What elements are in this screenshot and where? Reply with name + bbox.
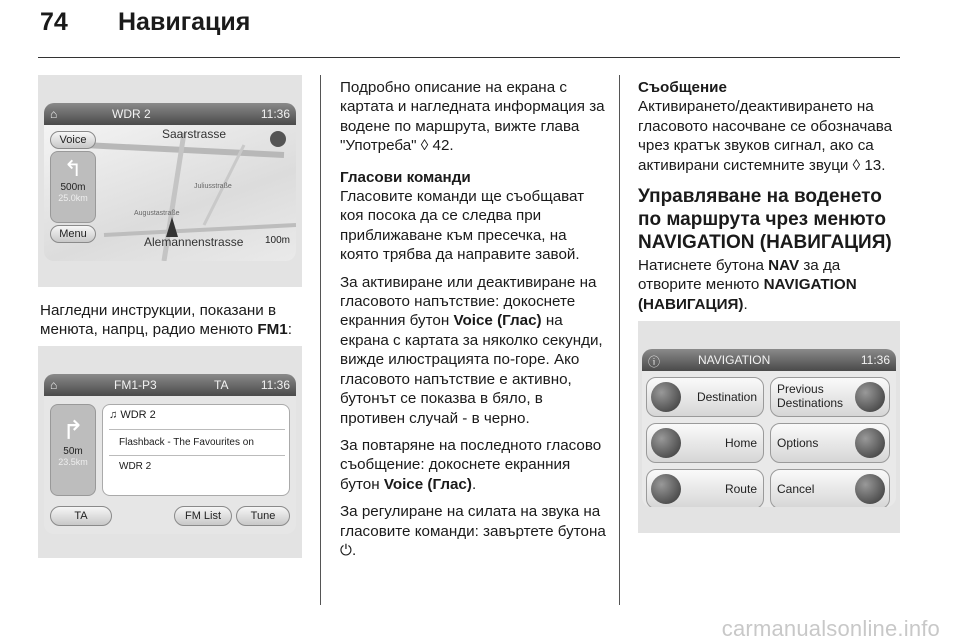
map-scale: 100m [264, 235, 290, 246]
clock: 11:36 [260, 378, 290, 392]
fm-list-button[interactable]: FM List [174, 506, 232, 526]
route-button[interactable]: Route [646, 469, 764, 507]
destination-button[interactable]: Destination [646, 377, 764, 417]
info-icon: ⓘ [648, 355, 661, 369]
home-button[interactable]: Home [646, 423, 764, 463]
cancel-button[interactable]: Cancel [770, 469, 890, 507]
paragraph-nav-button: Натиснете бутона NAV за да отворите менюто NAVIGATION (НАВИГАЦИЯ). [638, 257, 857, 313]
heading-voice-commands: Гласови команди [340, 168, 471, 186]
paragraph-voice-commands: Гласовите команди ще съобщават коя посока да се следва при приближаване към пресечка, на която трябва да направите завой. [340, 188, 585, 264]
heading-navigation-menu: Управляване на воденето по маршрута чрез менюто NAVIGATION (НАВИГАЦИЯ) [638, 186, 892, 254]
navigation-menu-illustration [638, 321, 900, 533]
caption-fm1: Нагледни инструкции, показани в менюта, напрц, радио менюто FM1: [40, 302, 292, 339]
distance-remaining: 23.5km [58, 457, 88, 467]
menu-button[interactable]: Menu [50, 225, 96, 243]
turn-indicator [50, 404, 96, 496]
turn-arrow-icon: ↱ [62, 415, 84, 445]
options-button[interactable]: Options [770, 423, 890, 463]
turn-indicator [50, 151, 96, 223]
clock: 11:36 [260, 107, 290, 121]
previous-destinations-button[interactable]: Previous Destinations [770, 377, 890, 417]
cancel-icon [855, 474, 885, 504]
right-column [638, 78, 902, 314]
street-name-bottom: Alemannenstrasse [144, 235, 244, 249]
history-icon [855, 382, 885, 412]
middle-column [340, 78, 606, 560]
paragraph-message: Активирането/деактивирането на гласовото насочване се обозначава чрез кратък звуков сигнал, ако са активирани системните звуци ◊ 13. [638, 98, 893, 174]
radio-screen-illustration [38, 346, 302, 558]
paragraph-repeat-voice: За повтаряне на последното гласово съобщение: докоснете екранния бутон Voice (Глас). [340, 436, 602, 493]
column-divider-1 [320, 75, 321, 605]
column-divider-2 [619, 75, 620, 605]
distance-to-turn: 50m [63, 446, 83, 457]
list-item[interactable]: ♫ WDR 2 [109, 409, 156, 421]
list-item[interactable]: WDR 2 [119, 461, 152, 472]
distance-remaining: 25.0km [58, 193, 88, 203]
distance-to-turn: 500m [60, 182, 86, 193]
page-number: 74 [40, 8, 68, 36]
heading-message: Съобщение [638, 79, 727, 96]
voice-button[interactable]: Voice [50, 131, 96, 149]
paragraph-map-reference: Подробно описание на екрана с картата и нагледната информация за водене по маршрута, вижте глава "Употреба" ◊ 42. [340, 79, 605, 155]
compass-icon [270, 131, 286, 147]
list-item[interactable]: Flashback - The Favourites on [119, 437, 254, 448]
gears-icon [855, 428, 885, 458]
clock: 11:36 [860, 353, 890, 367]
house-icon [651, 428, 681, 458]
music-note-icon: ♫ [109, 409, 121, 421]
route-icon [651, 474, 681, 504]
station-list [102, 404, 290, 496]
band-preset-label: FM1-P3 [114, 378, 157, 392]
page-title: Навигация [118, 8, 251, 36]
ta-indicator: TA [214, 378, 229, 392]
station-label: WDR 2 [112, 107, 151, 121]
ta-button[interactable]: TA [50, 506, 112, 526]
watermark: carmanualsonline.info [721, 616, 940, 641]
header-rule [38, 57, 900, 58]
turn-arrow-icon: ↰ [63, 156, 83, 181]
paragraph-activate-voice: За активиране или деактивиране на гласовото напътствие: докоснете екранния бутон Voice (Глас) на екрана с картата за няколко секунди, вижде илюстрацията по-горе. Ако гласовото напътствие е активно, бутонът се показва в бяло, в противен случай - в черно. [340, 273, 603, 427]
tune-button[interactable]: Tune [236, 506, 290, 526]
menu-title: NAVIGATION [698, 353, 771, 367]
street-name-top: Saarstrasse [162, 127, 227, 141]
home-icon: ⌂ [50, 107, 58, 121]
paragraph-voice-volume: За регулиране на силата на звука на гласовите команди: завъртете бутона ⏻. [340, 503, 606, 559]
map-street-label: Augustastraße [134, 210, 180, 217]
map-screen-illustration [38, 75, 302, 287]
map-street-label: Juliusstraße [194, 183, 232, 190]
home-icon: ⌂ [50, 378, 58, 392]
flag-icon [651, 382, 681, 412]
